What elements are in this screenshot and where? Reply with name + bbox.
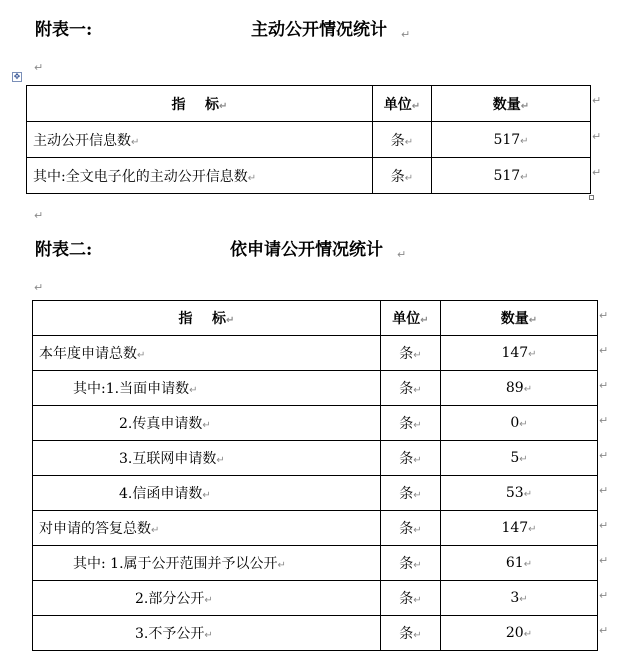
table-row (33, 616, 598, 651)
row-count: 89↵ (441, 371, 598, 406)
row-unit: 条↵ (381, 616, 441, 651)
table-row (27, 122, 591, 158)
row-unit: 条↵ (381, 511, 441, 546)
row-indicator: 本年度申请总数↵ (33, 336, 381, 371)
table2 (32, 300, 598, 651)
table1-header-unit: 单位↵ (373, 86, 432, 122)
table1-label: 附表一: (35, 20, 93, 40)
row-indicator: 其中: 1.属于公开范围并予以公开↵ (33, 546, 381, 581)
row-end-mark: ↵ (599, 379, 609, 392)
row-end-mark: ↵ (599, 554, 609, 567)
table2-label: 附表二: (35, 240, 93, 260)
row-unit: 条↵ (381, 336, 441, 371)
row-count: 61↵ (441, 546, 598, 581)
row-count: 517↵ (432, 122, 591, 158)
row-count: 517↵ (432, 158, 591, 194)
table-row (33, 441, 598, 476)
row-end-mark: ↵ (599, 449, 609, 462)
row-indicator: 其中:1.当面申请数↵ (33, 371, 381, 406)
row-indicator: 4.信函申请数↵ (33, 476, 381, 511)
table1-title: 主动公开情况统计 (251, 20, 387, 40)
table1-header-count: 数量↵ (432, 86, 591, 122)
table2-header-indicator: 指 标↵ (33, 301, 381, 336)
row-unit: 条↵ (381, 441, 441, 476)
paragraph-mark: ↵ (401, 28, 411, 41)
row-indicator: 3.互联网申请数↵ (33, 441, 381, 476)
row-count: 147↵ (441, 511, 598, 546)
table-row (27, 158, 591, 194)
row-unit: 条↵ (373, 122, 432, 158)
row-end-mark: ↵ (599, 344, 609, 357)
row-indicator: 对申请的答复总数↵ (33, 511, 381, 546)
table-resize-handle-icon[interactable] (589, 195, 594, 200)
row-count: 20↵ (441, 616, 598, 651)
row-end-mark: ↵ (592, 130, 602, 143)
row-indicator: 3.不予公开↵ (33, 616, 381, 651)
table-row (33, 336, 598, 371)
row-count: 53↵ (441, 476, 598, 511)
row-indicator: 2.部分公开↵ (33, 581, 381, 616)
row-end-mark: ↵ (592, 94, 602, 107)
table1-header-indicator: 指 标↵ (27, 86, 373, 122)
row-count: 5↵ (441, 441, 598, 476)
table-move-handle-icon[interactable]: ✥ (13, 72, 21, 81)
table2-header-count: 数量↵ (441, 301, 598, 336)
row-count: 0↵ (441, 406, 598, 441)
table2-header-unit: 单位↵ (381, 301, 441, 336)
row-end-mark: ↵ (599, 414, 609, 427)
table-row (33, 546, 598, 581)
row-end-mark: ↵ (599, 309, 609, 322)
row-indicator: 2.传真申请数↵ (33, 406, 381, 441)
row-unit: 条↵ (381, 371, 441, 406)
row-unit: 条↵ (381, 406, 441, 441)
row-end-mark: ↵ (599, 589, 609, 602)
table-row (33, 406, 598, 441)
row-unit: 条↵ (373, 158, 432, 194)
table-row (33, 476, 598, 511)
paragraph-mark: ↵ (34, 209, 44, 222)
row-count: 3↵ (441, 581, 598, 616)
row-unit: 条↵ (381, 546, 441, 581)
table-row (33, 371, 598, 406)
row-count: 147↵ (441, 336, 598, 371)
row-end-mark: ↵ (599, 484, 609, 497)
paragraph-mark: ↵ (397, 248, 407, 261)
table-row (33, 511, 598, 546)
row-unit: 条↵ (381, 581, 441, 616)
paragraph-mark: ↵ (34, 61, 44, 74)
row-end-mark: ↵ (599, 519, 609, 532)
row-indicator: 其中:全文电子化的主动公开信息数↵ (27, 158, 373, 194)
table1 (26, 85, 591, 194)
table1-header-row (27, 86, 591, 122)
table2-title: 依申请公开情况统计 (230, 240, 383, 260)
table2-header-row (33, 301, 598, 336)
row-unit: 条↵ (381, 476, 441, 511)
paragraph-mark: ↵ (34, 281, 44, 294)
row-end-mark: ↵ (599, 624, 609, 637)
table-row (33, 581, 598, 616)
row-end-mark: ↵ (592, 166, 602, 179)
row-indicator: 主动公开信息数↵ (27, 122, 373, 158)
